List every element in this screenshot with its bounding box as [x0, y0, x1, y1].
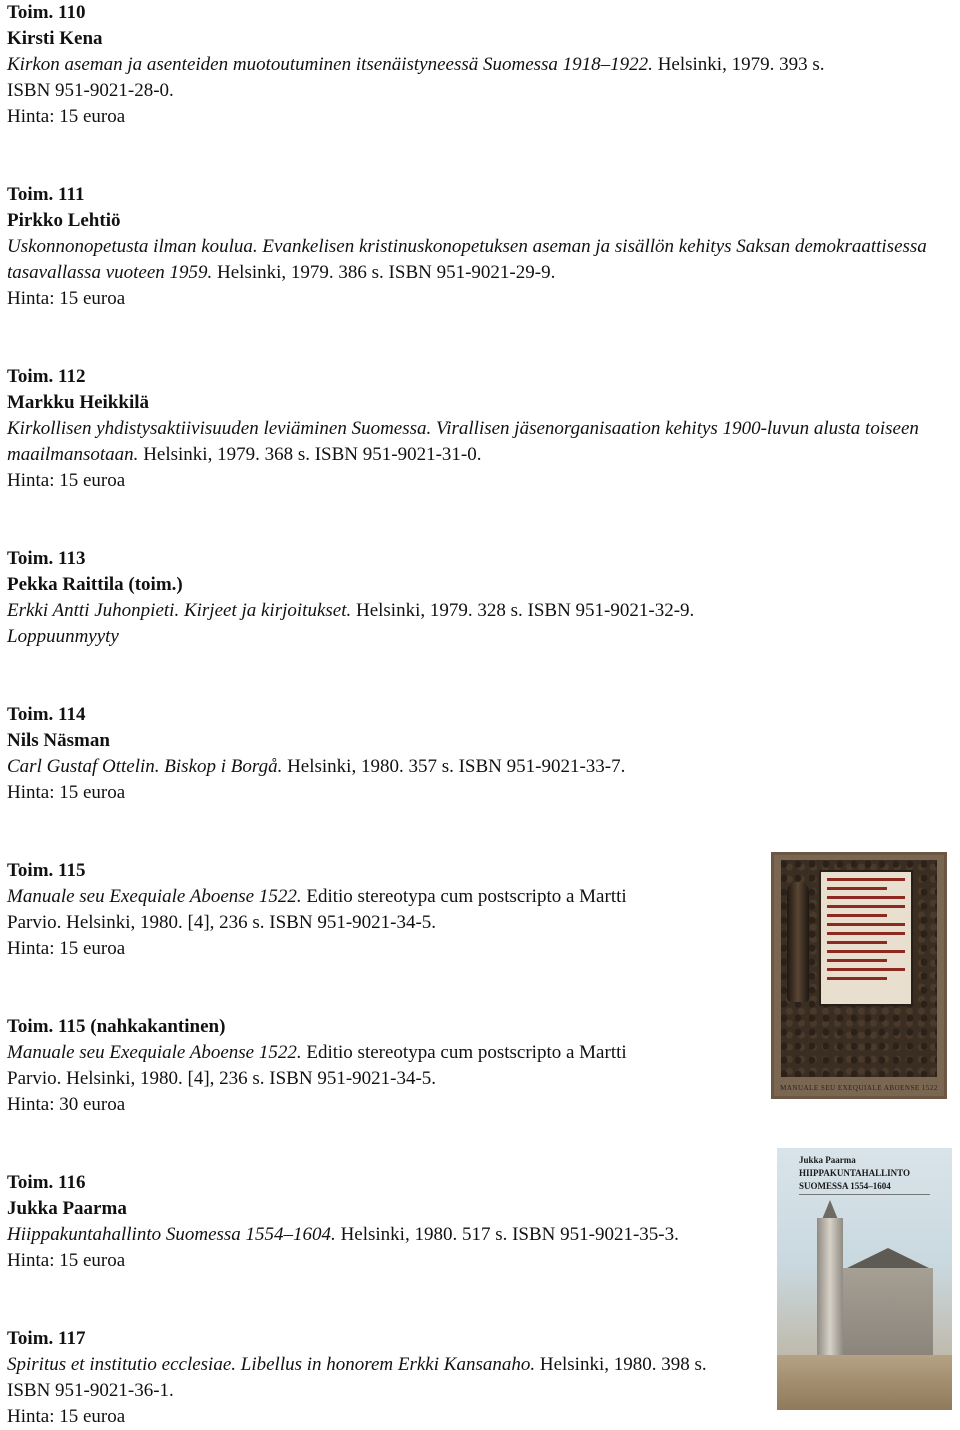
entry-publication: Helsinki, 1979. 368 s. ISBN 951-9021-31-0. [138, 444, 482, 465]
entry-title: Uskonnonopetusta ilman koulua. Evankelisen kristinuskonopetuksen aseman ja sisällön kehitys Saksan demokraattisessa [7, 236, 927, 257]
entry-number: Toim. 110 [7, 2, 86, 23]
entry-author: Pekka Raittila (toim.) [7, 574, 183, 595]
entry-publication: Editio stereotypa cum postscripto a Martti [301, 886, 627, 907]
entry-title: Spiritus et institutio ecclesiae. Libellus in honorem Erkki Kansanaho. [7, 1354, 536, 1375]
entry-author: Jukka Paarma [7, 1198, 127, 1219]
cover-title-line-1: HIIPPAKUNTAHALLINTO [799, 1168, 911, 1178]
entry-publication: Helsinki, 1980. 357 s. ISBN 951-9021-33-7. [282, 756, 626, 777]
entry-title-cont: maailmansotaan. [7, 444, 139, 465]
cover-caption: MANUALE SEU EXEQUIALE ABOENSE 1522 [780, 1084, 938, 1092]
entry-price: Hinta: 15 euroa [7, 938, 126, 959]
entry-title: Kirkollisen yhdistysaktiivisuuden leviäminen Suomessa. Virallisen jäsenorganisaation kehitys 1900-luvun alusta toiseen [7, 418, 919, 439]
catalog-entry-112 [7, 364, 952, 494]
entry-title-cont: tasavallassa vuoteen 1959. [7, 262, 213, 283]
entry-isbn: ISBN 951-9021-28-0. [7, 80, 174, 101]
cover-title-line-2: SUOMESSA 1554–1604 [799, 1181, 891, 1191]
church-building-icon [843, 1268, 933, 1358]
entry-author: Markku Heikkilä [7, 392, 149, 413]
catalog-entry-110 [7, 0, 952, 130]
entry-author: Nils Näsman [7, 730, 110, 751]
entry-number: Toim. 112 [7, 366, 86, 387]
cover-divider [799, 1194, 930, 1195]
catalog-entry-114 [7, 702, 952, 806]
entry-publication: Helsinki, 1979. 386 s. ISBN 951-9021-29-9. [212, 262, 556, 283]
entry-number: Toim. 113 [7, 548, 86, 569]
catalog-entry-113 [7, 546, 952, 650]
entry-price: Hinta: 30 euroa [7, 1094, 126, 1115]
entry-number: Toim. 115 [7, 860, 86, 881]
entry-price: Hinta: 15 euroa [7, 1406, 126, 1427]
entry-author: Pirkko Lehtiö [7, 210, 121, 231]
entry-number: Toim. 111 [7, 184, 85, 205]
cover-title-box [799, 1154, 944, 1192]
ornament-vase-icon [787, 882, 809, 1002]
paarma-cover-image [777, 1148, 952, 1410]
catalog-entry-111 [7, 182, 952, 312]
entry-price: Hinta: 15 euroa [7, 782, 126, 803]
entry-number: Toim. 116 [7, 1172, 86, 1193]
entry-title: Manuale seu Exequiale Aboense 1522. [7, 1042, 302, 1063]
cover-ground [777, 1355, 952, 1410]
manuale-cover-image [771, 852, 947, 1099]
entry-number: Toim. 115 (nahkakantinen) [7, 1016, 226, 1037]
entry-isbn: ISBN 951-9021-36-1. [7, 1380, 174, 1401]
entry-price: Loppuunmyyty [7, 626, 119, 647]
entry-author: Kirsti Kena [7, 28, 103, 49]
entry-publication-cont: Parvio. Helsinki, 1980. [4], 236 s. ISBN 951-9021-34-5. [7, 912, 437, 933]
entry-publication: Helsinki, 1979. 393 s. [652, 54, 825, 75]
entry-price: Hinta: 15 euroa [7, 1250, 126, 1271]
entry-publication-cont: Parvio. Helsinki, 1980. [4], 236 s. ISBN 951-9021-34-5. [7, 1068, 437, 1089]
entry-title: Erkki Antti Juhonpieti. Kirjeet ja kirjoitukset. [7, 600, 352, 621]
entry-publication: Editio stereotypa cum postscripto a Martti [301, 1042, 627, 1063]
church-roof-icon [843, 1248, 933, 1270]
entry-publication: Helsinki, 1980. 398 s. [535, 1354, 707, 1375]
cover-author: Jukka Paarma [799, 1155, 856, 1165]
entry-number: Toim. 117 [7, 1328, 86, 1349]
entry-publication: Helsinki, 1980. 517 s. ISBN 951-9021-35-3. [335, 1224, 679, 1245]
entry-price: Hinta: 15 euroa [7, 288, 126, 309]
entry-price: Hinta: 15 euroa [7, 470, 126, 491]
entry-title: Hiippakuntahallinto Suomessa 1554–1604. [7, 1224, 336, 1245]
entry-title: Carl Gustaf Ottelin. Biskop i Borgå. [7, 756, 283, 777]
entry-title: Kirkon aseman ja asenteiden muotoutuminen itsenäistyneessä Suomessa 1918–1922. [7, 54, 653, 75]
entry-price: Hinta: 15 euroa [7, 106, 126, 127]
entry-publication: Helsinki, 1979. 328 s. ISBN 951-9021-32-9. [351, 600, 695, 621]
title-panel [819, 870, 913, 1006]
entry-number: Toim. 114 [7, 704, 86, 725]
entry-title: Manuale seu Exequiale Aboense 1522. [7, 886, 302, 907]
